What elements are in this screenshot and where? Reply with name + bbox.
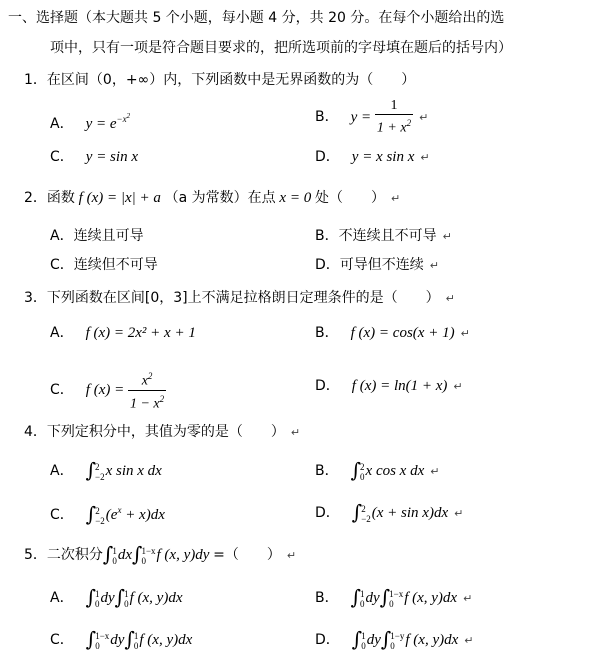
q3-option-b: B． f (x) = cos(x + 1) ↵ [315, 325, 470, 341]
q5-option-b: B． ∫ 1 0 dy∫ 1−x 0 f (x, y)dx ↵ [315, 585, 473, 609]
question-4-stem: 4．下列定积分中，其值为零的是（ ） ↵ [24, 424, 301, 440]
q1-option-b: B． y = $\frac{1}{1 + x^2}$ ↵ [315, 98, 429, 136]
q4-stem-text: 4．下列定积分中，其值为零的是（ ） [24, 424, 285, 440]
option-label: B． [315, 463, 339, 479]
option-text: B．不连续且不可导 [315, 228, 437, 244]
q3-option-d: D． f (x) = ln(1 + x) ↵ [315, 378, 463, 394]
option-label: A． [50, 463, 74, 479]
option-label: A． [50, 325, 74, 341]
option-label: D． [315, 149, 340, 165]
option-label: D． [315, 505, 340, 521]
q5-stem-pre: 5．二次积分 [24, 547, 103, 563]
option-label: B． [315, 109, 339, 126]
option-label: B． [315, 325, 339, 341]
q2-option-c: C．连续但不可导 [50, 257, 158, 273]
section-heading-line1: 一、选择题（本大题共 5 个小题，每小题 4 分，共 20 分。在每个小题给出的选 [8, 10, 505, 26]
q2-stem-end: 处（ ） [314, 190, 385, 206]
question-2-stem: 2．函数 f (x) = |x| + a （a 为常数）在点 x = 0 处（ ） ↵ [24, 190, 401, 206]
q5-option-a: A． ∫ 1 0 dy∫ 1 0 f (x, y)dx [50, 585, 183, 609]
question-1-stem: 1．在区间（0，+∞）内，下列函数中是无界函数的为（ ） [24, 72, 416, 88]
q3-option-a [50, 323, 196, 343]
option-expression: f (x) = 2x² + x + 1 [85, 325, 196, 341]
q2-option-d: D．可导但不连续 ↵ [315, 257, 439, 273]
q4-option-c: C． ∫ 2 −2 $(e^x + x)dx$ [50, 502, 165, 526]
q4-option-b: B． ∫ 2 0 x cos x dx ↵ [315, 458, 440, 482]
option-expression: f (x) = ln(1 + x) [351, 378, 448, 394]
option-label: C． [50, 149, 74, 165]
q5-stem-post: =（ ） [213, 547, 281, 563]
q3-stem-text: 3．下列函数在区间[0，3]上不满足拉格朗日定理条件的是（ ） [24, 290, 440, 306]
q4-option-d: D． ∫ 2 −2 (x + sin x)dx ↵ [315, 500, 464, 524]
q5-option-d: D． ∫ 1 0 dy∫ 1−y 0 f (x, y)dx ↵ [315, 627, 474, 651]
question-3-stem: 3．下列函数在区间[0，3]上不满足拉格朗日定理条件的是（ ） ↵ [24, 290, 455, 306]
question-5-stem: 5．二次积分∫ 1 0 dx∫ 1−x 0 f (x, y)dy =（ ） ↵ [24, 542, 297, 566]
option-expression: f (x) = cos(x + 1) [350, 325, 455, 341]
q5-option-c: C． ∫ 1−x 0 dy∫ 1 0 f (x, y)dx [50, 627, 193, 651]
option-label: C． [50, 507, 74, 523]
q2-option-b: B．不连续且不可导 ↵ [315, 228, 452, 244]
option-label: C． [50, 632, 74, 648]
q1-option-a: A． $y = e^{-x^2}$ [50, 112, 131, 132]
option-label: A． [50, 590, 74, 606]
q1-option-d: D． y = x sin x ↵ [315, 149, 430, 165]
option-text: D．可导但不连续 [315, 257, 424, 273]
option-label: C． [50, 382, 74, 399]
option-label: A． [50, 116, 74, 132]
option-expression: y = x sin x [351, 149, 415, 165]
option-expression: y = sin x [85, 149, 138, 165]
q1-option-c [50, 147, 138, 167]
option-label: D． [315, 632, 340, 648]
q2-option-a: A．连续且可导 [50, 228, 144, 244]
q3-option-c: C． f (x) = $\frac{x^2}{1 - x^2}$ [50, 368, 166, 412]
q2-stem-pre: 2．函数 [24, 190, 75, 206]
q2-stem-post: （a 为常数）在点 [164, 190, 276, 206]
q4-option-a: A． ∫ 2 −2 x sin x dx [50, 458, 162, 482]
section-heading-line2: 项中，只有一项是符合题目要求的，把所选项前的字母填在题后的括号内） [50, 40, 512, 56]
option-label: D． [315, 378, 340, 394]
option-label: B． [315, 590, 339, 606]
